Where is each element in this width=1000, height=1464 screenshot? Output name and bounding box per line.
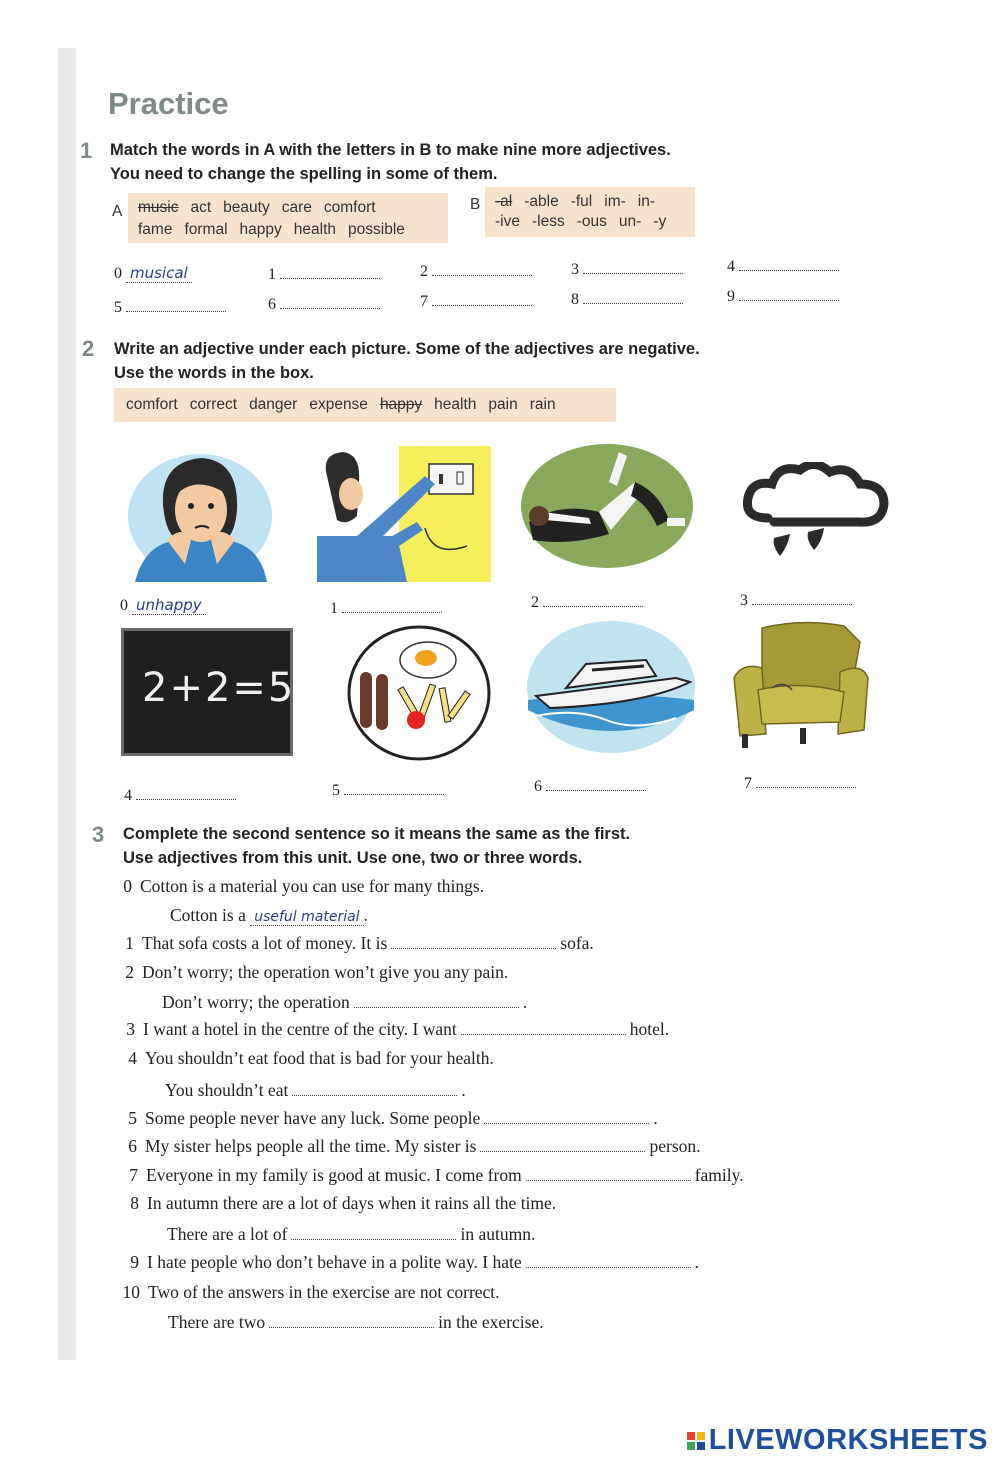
prefix-un: un-: [618, 213, 642, 230]
prefix-im: im-: [604, 193, 626, 210]
picture-speedboat: [526, 620, 696, 754]
sentence-text: person.: [649, 1136, 701, 1156]
word-beauty: beauty: [223, 199, 270, 216]
exercise-2-instructions: [114, 337, 700, 385]
answer-number: 0: [114, 265, 122, 282]
answer-number: 5: [332, 782, 340, 799]
picture-injured-player: [519, 442, 695, 570]
suffix-ive: -ive: [495, 213, 520, 230]
sentence-10-first: [110, 1282, 500, 1303]
word-danger: danger: [249, 396, 298, 413]
word-health: health: [293, 221, 337, 238]
answer-blank[interactable]: [739, 284, 839, 301]
picture-electric-socket: [317, 446, 492, 582]
example-answer-musical: musical: [126, 264, 192, 283]
answer-blank[interactable]: [126, 295, 226, 312]
example-answer-useful-material: useful material: [250, 909, 363, 926]
sentence-8-second: [137, 1224, 535, 1245]
suffix-ous: -ous: [576, 213, 607, 230]
sentence-2-first: [112, 962, 508, 983]
ex2-answer-6[interactable]: [534, 774, 646, 796]
word-music: music: [138, 199, 179, 216]
answer-blank[interactable]: [526, 1255, 691, 1268]
word-happy: happy: [239, 221, 282, 238]
sentence-text: family.: [694, 1165, 744, 1185]
sentence-number: 1: [125, 933, 134, 953]
exercise-2-line-1: Write an adjective under each picture. Some of the adjectives are negative.: [114, 340, 700, 358]
sentence-number: 10: [122, 1282, 140, 1302]
sentence-10-second: [138, 1312, 544, 1333]
sentence-8-first: [117, 1193, 556, 1214]
sentence-text: Some people never have any luck. Some people: [145, 1108, 481, 1128]
ex1-answer-8[interactable]: [571, 287, 683, 309]
sentence-text: There are a lot of: [167, 1224, 288, 1244]
sentence-3: [113, 1019, 669, 1040]
suffix-able: -able: [524, 193, 559, 210]
ex1-answer-6[interactable]: [268, 292, 380, 314]
answer-blank[interactable]: [432, 289, 532, 306]
answer-number: 7: [420, 293, 428, 310]
word-comfort: comfort: [323, 199, 376, 216]
answer-blank[interactable]: [546, 774, 646, 791]
sentence-text: My sister helps people all the time. My sister is: [145, 1136, 477, 1156]
sentence-text: sofa.: [560, 933, 594, 953]
picture-blackboard: [121, 628, 296, 756]
answer-blank[interactable]: [484, 1111, 649, 1124]
word-health: health: [434, 396, 477, 413]
sentence-6: [115, 1136, 701, 1157]
word-comfort: comfort: [126, 396, 178, 413]
answer-number: 3: [571, 261, 579, 278]
ex2-answer-1[interactable]: [330, 596, 442, 618]
answer-number: 8: [571, 291, 579, 308]
suffix-ful: -ful: [570, 193, 593, 210]
sentence-text: I hate people who don’t behave in a polite way. I hate: [147, 1252, 522, 1272]
answer-blank[interactable]: [136, 783, 236, 800]
sentence-9: 9 I hate people who don’t behave in a polite way. I hate .: [117, 1252, 699, 1273]
ex2-answer-5[interactable]: [332, 778, 444, 800]
liveworksheets-logo[interactable]: [687, 1424, 988, 1457]
answer-blank[interactable]: [480, 1139, 645, 1152]
answer-number: 2: [420, 263, 428, 280]
ex1-answer-4[interactable]: [727, 254, 839, 276]
word-expense: expense: [309, 396, 368, 413]
answer-blank[interactable]: [543, 590, 643, 607]
word-possible: possible: [348, 221, 405, 238]
ex1-answer-7[interactable]: [420, 289, 532, 311]
exercise-1-line-1: Match the words in A with the letters in B to make nine more adjectives.: [110, 141, 671, 159]
sentence-text: I want a hotel in the centre of the city. I want: [143, 1019, 457, 1039]
word-box-a: [128, 193, 448, 243]
sentence-text: That sofa costs a lot of money. It is: [142, 933, 388, 953]
word-fame: fame: [138, 221, 173, 238]
exercise-3-line-1: Complete the second sentence so it means the same as the first.: [123, 825, 631, 843]
answer-number: 9: [727, 288, 735, 305]
exercise-3-instructions: [123, 822, 630, 870]
logo-mark-icon: [687, 1432, 705, 1450]
sentence-text: in autumn.: [460, 1224, 536, 1244]
exercise-3-number: 3: [92, 822, 105, 847]
word-rain: rain: [529, 396, 556, 413]
example-answer-unhappy: unhappy: [132, 596, 206, 615]
answer-blank[interactable]: [280, 262, 380, 279]
sentence-1: [112, 933, 594, 954]
sentence-text: Don’t worry; the operation won’t give you any pain.: [142, 962, 509, 982]
answer-number: 6: [534, 778, 542, 795]
answer-blank[interactable]: [344, 778, 444, 795]
ex2-answer-3[interactable]: [740, 588, 852, 610]
word-happy: happy: [379, 396, 423, 413]
ex2-answer-4[interactable]: [124, 783, 236, 805]
page-title: Practice: [108, 86, 229, 121]
ex1-answer-3[interactable]: [571, 257, 683, 279]
picture-fried-breakfast: [346, 624, 492, 762]
sentence-number: 7: [129, 1165, 138, 1185]
suffix-less: -less: [531, 213, 565, 230]
answer-blank[interactable]: [756, 771, 856, 788]
sentence-text: hotel.: [629, 1019, 670, 1039]
sentence-number: 8: [130, 1193, 139, 1213]
sentence-number: 3: [126, 1019, 135, 1039]
sentence-number: 2: [125, 962, 134, 982]
sentence-4-first: [115, 1048, 494, 1069]
sentence-text: Don’t worry; the operation: [162, 992, 350, 1012]
sentence-4-second: You shouldn’t eat .: [165, 1080, 466, 1100]
answer-blank[interactable]: [583, 287, 683, 304]
answer-blank[interactable]: [342, 596, 442, 613]
answer-blank[interactable]: [583, 257, 683, 274]
picture-unhappy-girl: [125, 444, 275, 582]
answer-number: 1: [268, 266, 276, 283]
sentence-text: Cotton is a material you can use for many things.: [140, 876, 485, 896]
answer-number: 4: [124, 787, 132, 804]
exercise-2-number: 2: [82, 336, 95, 361]
sentence-number: 4: [128, 1048, 137, 1068]
answer-number: 5: [114, 299, 122, 316]
box-b-label: B: [470, 196, 481, 213]
sentence-number: 0: [123, 876, 132, 896]
exercise-2-line-2: Use the words in the box.: [114, 364, 314, 382]
sentence-number: 6: [128, 1136, 137, 1156]
word-act: act: [190, 199, 212, 216]
answer-blank[interactable]: [292, 1083, 457, 1096]
answer-blank[interactable]: [526, 1168, 691, 1181]
picture-old-armchair: [732, 618, 870, 750]
answer-blank[interactable]: [269, 1315, 434, 1328]
exercise-1-line-2: You need to change the spelling in some of them.: [110, 165, 498, 183]
answer-number: 1: [330, 600, 338, 617]
answer-blank[interactable]: [739, 254, 839, 271]
answer-blank[interactable]: [354, 995, 519, 1008]
sentence-5: 5 Some people never have any luck. Some people .: [115, 1108, 658, 1129]
word-formal: formal: [184, 221, 228, 238]
answer-blank[interactable]: [280, 292, 380, 309]
sentence-text: You shouldn’t eat: [165, 1080, 289, 1100]
ex2-answer-7[interactable]: [744, 771, 856, 793]
ex1-answer-2[interactable]: [420, 259, 532, 281]
sentence-7: [116, 1165, 744, 1186]
sentence-text: Everyone in my family is good at music. I come from: [146, 1165, 522, 1185]
word-pain: pain: [488, 396, 518, 413]
blackboard-text: 2+2=5: [142, 665, 296, 711]
answer-blank[interactable]: [291, 1227, 456, 1240]
box-a-label: A: [112, 203, 123, 220]
word-care: care: [281, 199, 312, 216]
sentence-text: in the exercise.: [438, 1312, 544, 1332]
answer-number: 6: [268, 296, 276, 313]
answer-number: 2: [531, 594, 539, 611]
exercise-1-number: 1: [80, 138, 93, 163]
answer-number: 7: [744, 775, 752, 792]
answer-number: 3: [740, 592, 748, 609]
word-box-ex2: [114, 388, 616, 422]
answer-blank[interactable]: [432, 259, 532, 276]
suffix-y: -y: [653, 213, 667, 230]
sentence-text: Two of the answers in the exercise are not correct.: [148, 1282, 500, 1302]
word-correct: correct: [189, 396, 238, 413]
sentence-2-second: Don’t worry; the operation .: [162, 992, 528, 1012]
sentence-text: In autumn there are a lot of days when it rains all the time.: [147, 1193, 557, 1213]
logo-text: LIVEWORKSHEETS: [708, 1424, 988, 1456]
ex1-answer-1[interactable]: [268, 262, 380, 284]
sentence-0-second: Cotton is a useful material .: [170, 905, 368, 925]
ex1-answer-0: [114, 264, 192, 283]
answer-blank[interactable]: [461, 1022, 626, 1035]
sentence-text: Cotton is a: [170, 905, 246, 925]
ex2-answer-2[interactable]: [531, 590, 643, 612]
sentence-number: 5: [128, 1108, 137, 1128]
ex1-answer-5[interactable]: [114, 295, 226, 317]
sentence-0-first: [110, 876, 484, 897]
sentence-number: 9: [130, 1252, 139, 1272]
exercise-1-instructions: [110, 138, 671, 186]
answer-number: 0: [120, 597, 128, 614]
sentence-text: You shouldn’t eat food that is bad for your health.: [145, 1048, 494, 1068]
ex2-answer-0: [120, 596, 206, 615]
prefix-in: in-: [637, 193, 656, 210]
answer-blank[interactable]: [752, 588, 852, 605]
answer-number: 4: [727, 258, 735, 275]
suffix-al: -al: [495, 193, 513, 210]
ex1-answer-9[interactable]: [727, 284, 839, 306]
answer-blank[interactable]: [391, 936, 556, 949]
sentence-text: There are two: [168, 1312, 266, 1332]
exercise-3-line-2: Use adjectives from this unit. Use one, two or three words.: [123, 849, 583, 867]
word-box-b: [485, 187, 695, 237]
picture-rain-cloud: [738, 462, 898, 570]
